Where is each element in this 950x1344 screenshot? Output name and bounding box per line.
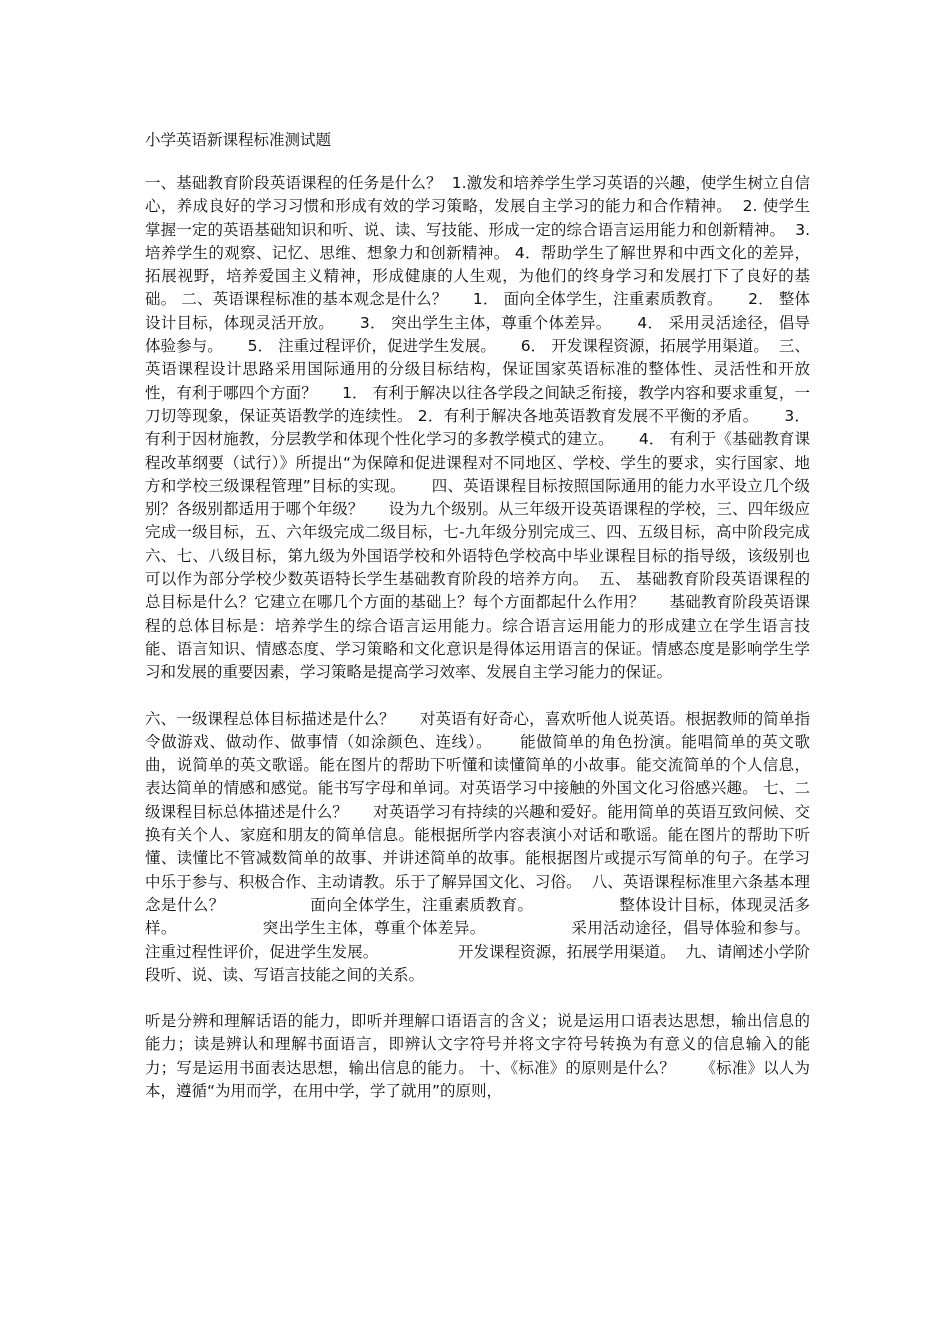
paragraph-3: 听是分辨和理解话语的能力，即听并理解口语语言的含义；说是运用口语表达思想，输出信息的能力；读是辨认和理解书面语言，即辨认文字符号并将文字符号转换为有意义的信息输入的能力；写是运用书面表达思想，输出信息的能力。 十、《标准》的原则是什么？ 《标准》以人为本，遵循“为用而学，在用中学，学了就用”的原则， — [145, 1012, 810, 1100]
paragraph-1: 一、基础教育阶段英语课程的任务是什么？ 1.激发和培养学生学习英语的兴趣，使学生树立自信心，养成良好的学习习惯和形成有效的学习策略，发展自主学习的能力和合作精神。 2. 使学生掌握一定的英语基础知识和听、说、读、写技能、形成一定的综合语言运用能力和创新精神。 3. 培养学生的观察、记忆、思维、想象力和创新精神。 4．帮助学生了解世界和中西文化的差异，拓展视野，培养爱国主义精神，形成健康的人生观，为他们的终身学习和发展打下了良好的基础。 二、英语课程标准的基本观念是什么？ 1． 面向全体学生，注重素质教育。 2． 整体设计目标，体现灵活开放。 3． 突出学生主体，尊重个体差异。 4． 采用灵活途径，倡导体验参与。 5． 注重过程评价，促进学生发展。 6． 开发课程资源，拓展学用渠道。 三、 英语课程设计思路采用国际通用的分级目标结构，保证国家英语标准的整体性、灵活性和开放性，有利于哪四个方面？ 1． 有利于解决以往各学段之间缺乏衔接，教学内容和要求重复，一刀切等现象，保证英语教学的连续性。 2．有利于解决各地英语教育发展不平衡的矛盾。 3．有利于因材施教，分层教学和体现个性化学习的多教学模式的建立。 4． 有利于《基础教育课程改革纲要（试行）》所提出“为保障和促进课程对不同地区、学校、学生的要求，实行国家、地方和学校三级课程管理”目标的实现。 四、英语课程目标按照国际通用的能力水平设立几个级别？各级别都适用于哪个年级？ 设为九个级别。从三年级开设英语课程的学校，三、四年级应完成一级目标，五、六年级完成二级目标，七-九年级分别完成三、四、五级目标，高中阶段完成六、七、八级目标，第九级为外国语学校和外语特色学校高中毕业课程目标的指导级，该级别也可以作为部分学校少数英语特长学生基础教育阶段的培养方向。 五、 基础教育阶段英语课程的总目标是什么？它建立在哪几个方面的基础上？每个方面都起什么作用？ 基础教育阶段英语课程的总体目标是：培养学生的综合语言运用能力。综合语言运用能力的形成建立在学生语言技能、语言知识、情感态度、学习策略和文化意识是得体运用语言的保证。情感态度是影响学生学习和发展的重要因素，学习策略是提高学习效率、发展自主学习能力的保证。 — [145, 174, 815, 682]
document-page — [145, 128, 889, 1126]
document-title: 小学英语新课程标准测试题 — [145, 131, 332, 149]
paragraph-2: 六、一级课程总体目标描述是什么？ 对英语有好奇心，喜欢听他人说英语。根据教师的简单指令做游戏、做动作、做事情（如涂颜色、连线）。 能做简单的角色扮演。能唱简单的英文歌曲，说简单的英文歌谣。能在图片的帮助下听懂和读懂简单的小故事。能交流简单的个人信息，表达简单的情感和感觉。能书写字母和单词。对英语学习中接触的外国文化习俗感兴趣。 七、二级课程目标总体描述是什么？ 对英语学习有持续的兴趣和爱好。能用简单的英语互致问候、交换有关个人、家庭和朋友的简单信息。能根据所学内容表演小对话和歌谣。能在图片的帮助下听懂、读懂比不管减数简单的故事、并讲述简单的故事。能根据图片或提示写简单的句子。在学习中乐于参与、积极合作、主动请教。乐于了解异国文化、习俗。 八、英语课程标准里六条基本理念是什么？ 面向全体学生，注重素质教育。 整体设计目标，体现灵活多样。 突出学生主体，尊重个体差异。 采用活动途径，倡导体验和参与。 注重过程性评价，促进学生发展。 开发课程资源，拓展学用渠道。 九、请阐述小学阶段听、说、读、写语言技能之间的关系。 — [145, 709, 889, 984]
